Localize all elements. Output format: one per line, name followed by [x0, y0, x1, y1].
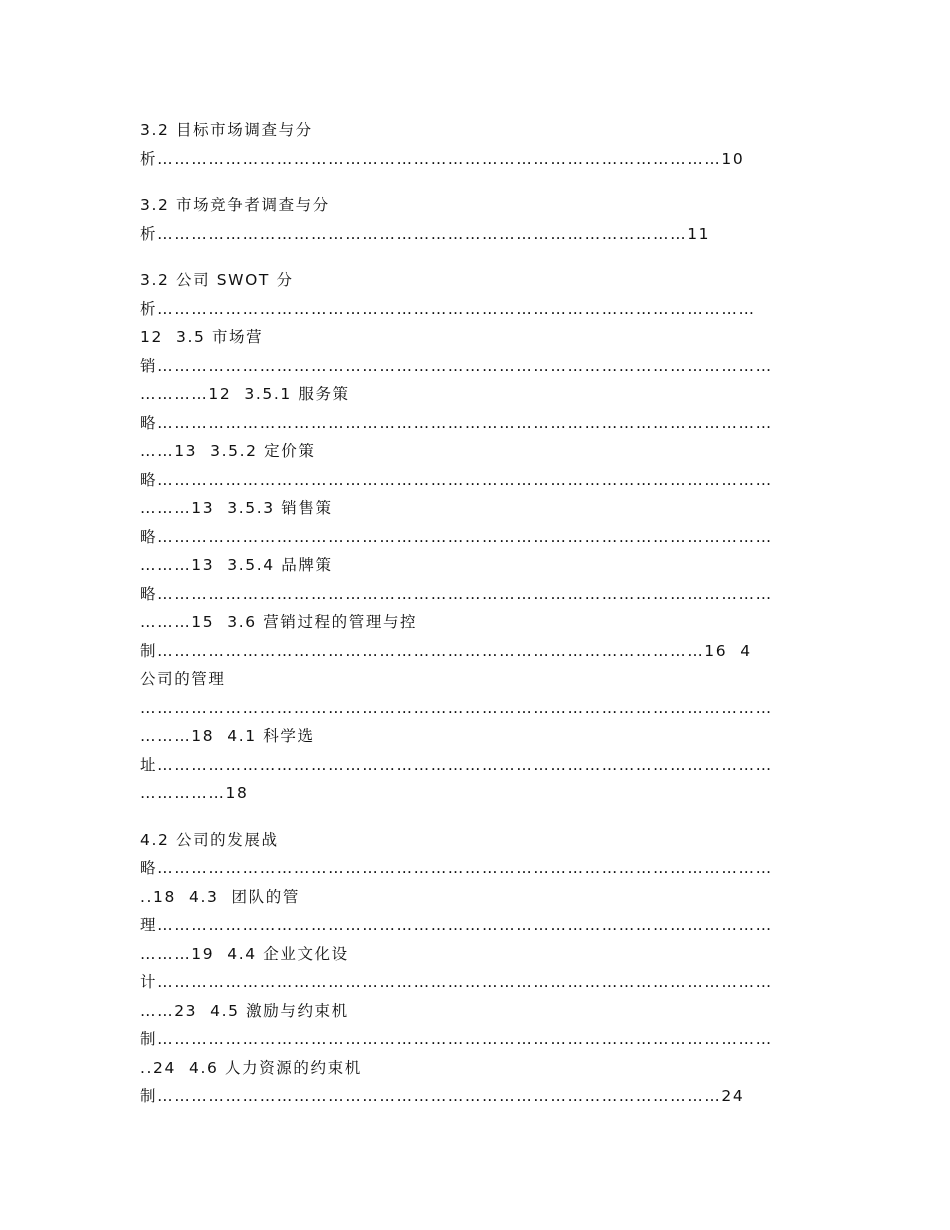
toc-line: 析………………………………………………………………………………………10: [140, 149, 745, 168]
toc-line: 址………………………………………………………………………………………………: [140, 755, 773, 774]
toc-line: 制……………………………………………………………………………………16 4: [140, 641, 752, 660]
toc-line: 制………………………………………………………………………………………………: [140, 1030, 773, 1048]
toc-line: 析…………………………………………………………………………………11: [140, 224, 711, 243]
toc-group: [140, 191, 812, 248]
toc-line: ………13 3.5.3 销售策: [140, 499, 333, 517]
toc-group-gap: [140, 248, 812, 266]
toc-line: ..24 4.6 人力资源的约束机: [140, 1058, 362, 1077]
toc-line: 析……………………………………………………………………………………………: [140, 299, 756, 318]
toc-line: ………19 4.4 企业文化设: [140, 944, 349, 963]
toc-line: ………15 3.6 营销过程的管理与控: [140, 613, 418, 631]
toc-line: 理………………………………………………………………………………………………: [140, 916, 773, 934]
toc-line: 制………………………………………………………………………………………24: [140, 1087, 745, 1105]
toc-line: ……23 4.5 激励与约束机: [140, 1001, 349, 1020]
toc-line: 略………………………………………………………………………………………………: [140, 859, 773, 877]
table-of-contents: [140, 116, 812, 1111]
toc-line: …………………………………………………………………………………………………: [140, 698, 773, 717]
toc-group-gap: [140, 808, 812, 826]
toc-line: 略………………………………………………………………………………………………: [140, 470, 773, 489]
toc-line: 计………………………………………………………………………………………………: [140, 973, 773, 991]
toc-line: ..18 4.3 团队的管: [140, 887, 300, 906]
toc-line: …………12 3.5.1 服务策: [140, 385, 350, 403]
toc-line: 销………………………………………………………………………………………………: [140, 356, 773, 375]
toc-line: 3.2 市场竞争者调查与分: [140, 196, 330, 214]
toc-line: 略………………………………………………………………………………………………: [140, 584, 773, 603]
toc-line: 3.2 目标市场调查与分: [140, 121, 313, 139]
toc-line: 12 3.5 市场营: [140, 328, 264, 346]
toc-line: ………18 4.1 科学选: [140, 727, 315, 745]
toc-line: ……13 3.5.2 定价策: [140, 442, 316, 460]
toc-line: 3.2 公司 SWOT 分: [140, 271, 294, 289]
toc-group: [140, 266, 812, 808]
toc-line: 略………………………………………………………………………………………………: [140, 413, 773, 432]
toc-line: ……………18: [140, 784, 249, 802]
toc-line: 公司的管理: [140, 670, 226, 688]
toc-line: 4.2 公司的发展战: [140, 830, 279, 849]
toc-line: ………13 3.5.4 品牌策: [140, 556, 333, 574]
toc-group: [140, 116, 812, 173]
toc-line: 略………………………………………………………………………………………………: [140, 527, 773, 546]
toc-group: [140, 826, 812, 1111]
toc-group-gap: [140, 173, 812, 191]
